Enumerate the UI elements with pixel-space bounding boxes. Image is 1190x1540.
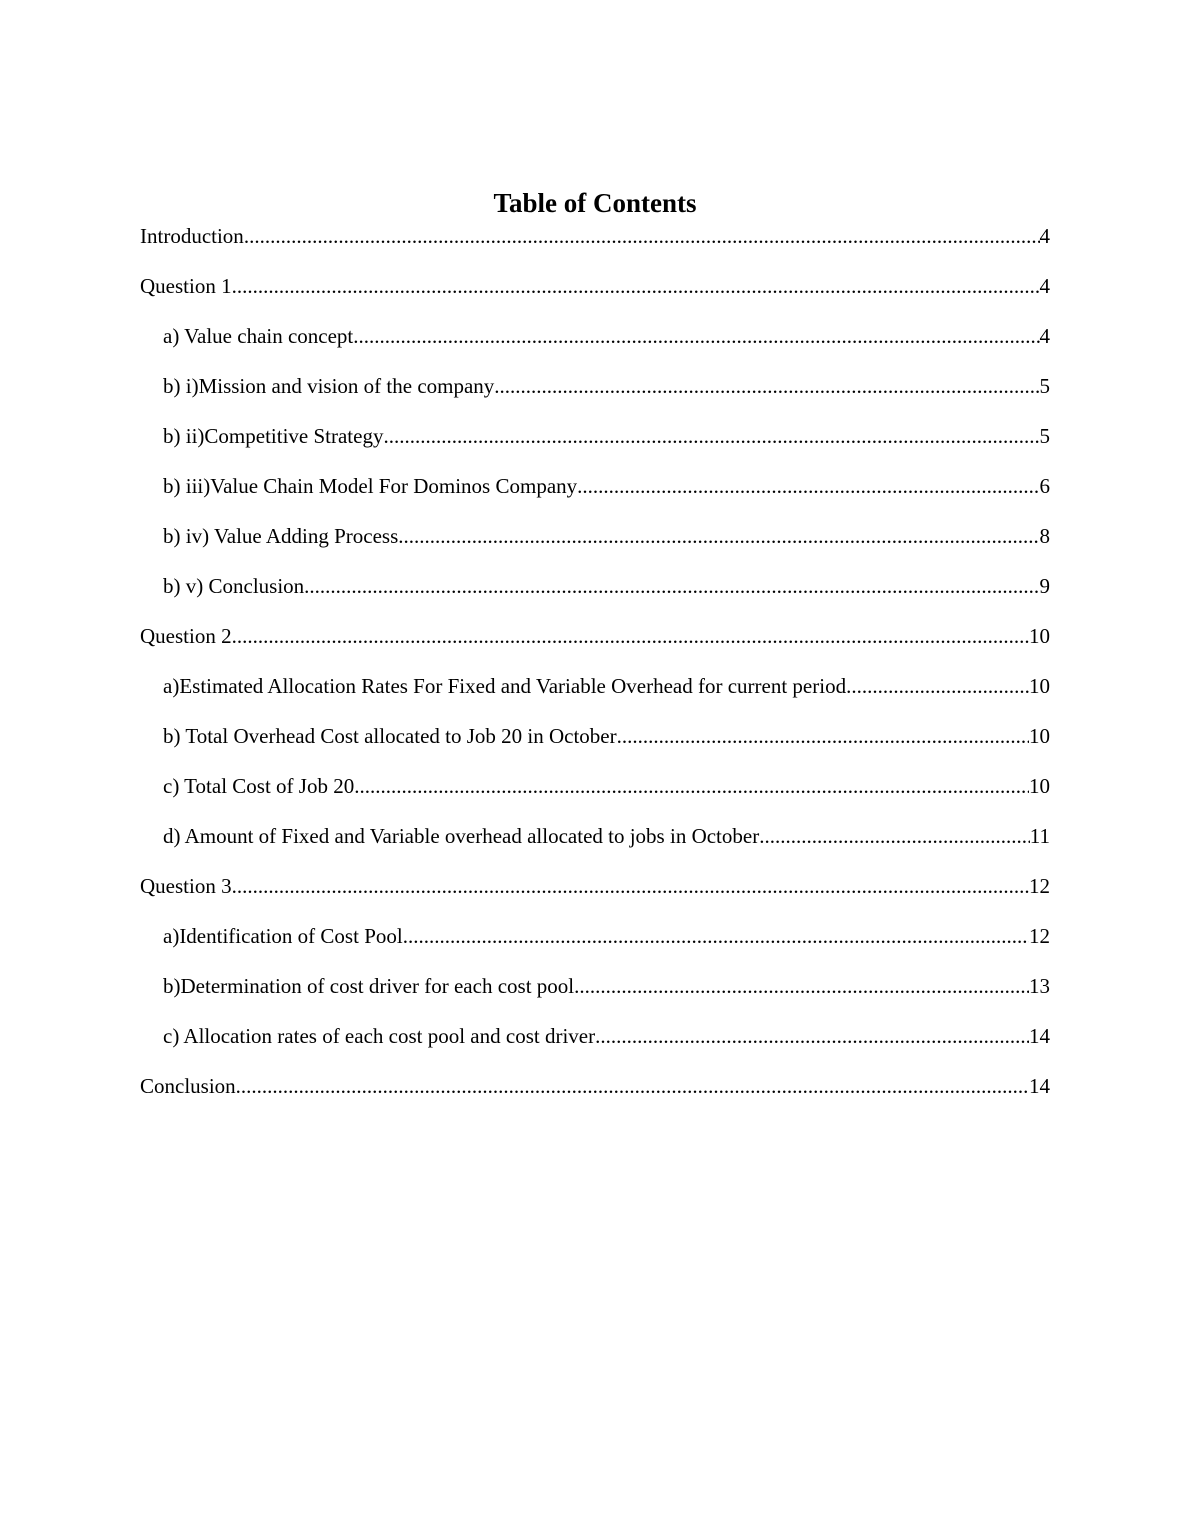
toc-entry-page: 4 — [1039, 224, 1050, 248]
toc-entry-label: b) Total Overhead Cost allocated to Job 20 in October — [163, 724, 617, 748]
toc-entry-total-overhead-cost[interactable] — [140, 721, 1050, 771]
toc-entry-allocation-rates[interactable] — [140, 671, 1050, 721]
toc-entry-page: 10 — [1029, 624, 1050, 648]
toc-entry-page: 4 — [1039, 324, 1050, 348]
toc-entry-label: Introduction — [140, 224, 244, 248]
toc-entry-label: Question 3 — [140, 874, 232, 898]
toc-entry-page: 5 — [1039, 424, 1050, 448]
toc-entry-page: 11 — [1029, 824, 1050, 848]
toc-entry-label: Question 1 — [140, 274, 232, 298]
toc-entry-value-chain-concept[interactable] — [140, 321, 1050, 371]
dot-leader — [232, 621, 1029, 651]
toc-entry-allocation-rates-cost-pool[interactable] — [140, 1021, 1050, 1071]
toc-entry-label: b) i)Mission and vision of the company — [163, 374, 495, 398]
toc-list — [140, 221, 1050, 1121]
dot-leader — [383, 421, 1039, 451]
dot-leader — [353, 321, 1039, 351]
toc-entry-question-1[interactable] — [140, 271, 1050, 321]
toc-entry-label: a)Estimated Allocation Rates For Fixed and Variable Overhead for current period — [163, 674, 847, 698]
toc-entry-introduction[interactable] — [140, 221, 1050, 271]
dot-leader — [232, 271, 1040, 301]
dot-leader — [617, 721, 1029, 751]
toc-entry-label: Question 2 — [140, 624, 232, 648]
toc-entry-page: 12 — [1029, 874, 1050, 898]
toc-entry-label: b) iv) Value Adding Process — [163, 524, 399, 548]
dot-leader — [232, 871, 1029, 901]
dot-leader — [577, 471, 1039, 501]
toc-entry-cost-driver[interactable] — [140, 971, 1050, 1021]
toc-entry-page: 10 — [1029, 724, 1050, 748]
toc-entry-label: b) iii)Value Chain Model For Dominos Company — [163, 474, 578, 498]
toc-entry-page: 9 — [1039, 574, 1050, 598]
toc-entry-page: 5 — [1039, 374, 1050, 398]
toc-entry-value-chain-model[interactable] — [140, 471, 1050, 521]
toc-entry-conclusion[interactable] — [140, 1071, 1050, 1121]
dot-leader — [354, 771, 1029, 801]
dot-leader — [304, 571, 1039, 601]
toc-entry-page: 8 — [1039, 524, 1050, 548]
dot-leader — [846, 671, 1029, 701]
dot-leader — [595, 1021, 1029, 1051]
dot-leader — [494, 371, 1039, 401]
toc-entry-question-3[interactable] — [140, 871, 1050, 921]
toc-entry-competitive-strategy[interactable] — [140, 421, 1050, 471]
toc-entry-page: 10 — [1029, 674, 1050, 698]
toc-entry-label: b)Determination of cost driver for each cost pool — [163, 974, 575, 998]
toc-entry-question-2[interactable] — [140, 621, 1050, 671]
dot-leader — [398, 521, 1039, 551]
toc-entry-label: Conclusion — [140, 1074, 236, 1098]
toc-entry-q1-conclusion[interactable] — [140, 571, 1050, 621]
toc-entry-fixed-variable-overhead[interactable] — [140, 821, 1050, 871]
toc-entry-label: c) Total Cost of Job 20 — [163, 774, 355, 798]
toc-entry-label: d) Amount of Fixed and Variable overhead allocated to jobs in October — [163, 824, 760, 848]
toc-entry-label: c) Allocation rates of each cost pool and cost driver — [163, 1024, 596, 1048]
toc-entry-label: b) ii)Competitive Strategy — [163, 424, 384, 448]
dot-leader — [759, 821, 1030, 851]
toc-entry-page: 6 — [1039, 474, 1050, 498]
dot-leader — [574, 971, 1029, 1001]
dot-leader — [244, 221, 1040, 251]
toc-entry-page: 14 — [1029, 1024, 1050, 1048]
dot-leader — [236, 1071, 1029, 1101]
dot-leader — [403, 921, 1029, 951]
toc-entry-value-adding-process[interactable] — [140, 521, 1050, 571]
toc-entry-total-cost-job-20[interactable] — [140, 771, 1050, 821]
toc-entry-label: a)Identification of Cost Pool — [163, 924, 403, 948]
toc-entry-page: 10 — [1029, 774, 1050, 798]
toc-entry-cost-pool[interactable] — [140, 921, 1050, 971]
toc-title: Table of Contents — [493, 188, 697, 218]
toc-entry-page: 13 — [1029, 974, 1050, 998]
toc-entry-label: a) Value chain concept — [163, 324, 354, 348]
toc-entry-page: 12 — [1029, 924, 1050, 948]
toc-entry-label: b) v) Conclusion — [163, 574, 305, 598]
toc-entry-mission-vision[interactable] — [140, 371, 1050, 421]
toc-entry-page: 14 — [1029, 1074, 1050, 1098]
toc-entry-page: 4 — [1039, 274, 1050, 298]
